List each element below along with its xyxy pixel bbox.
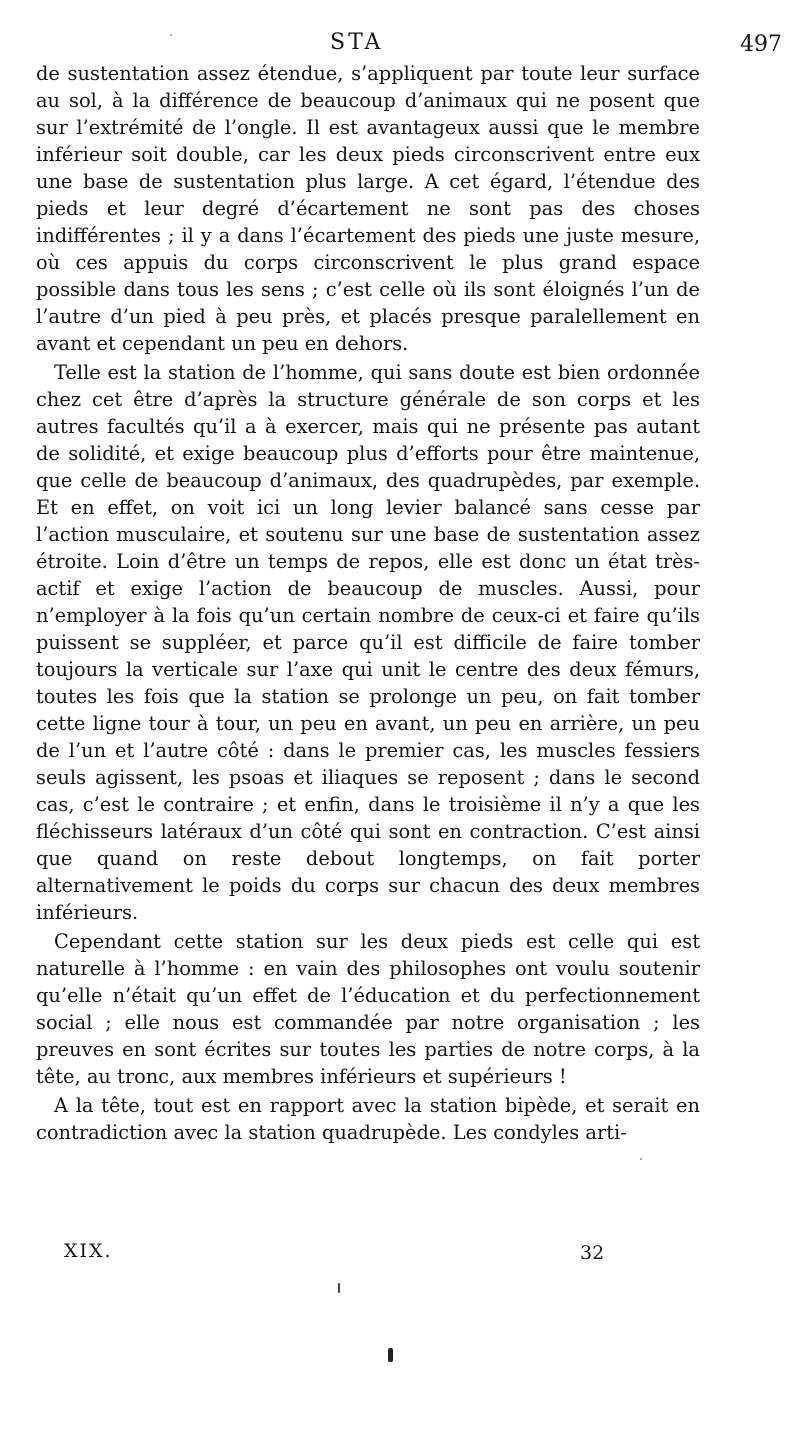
ink-speck — [640, 1158, 642, 1160]
page-footer — [0, 1240, 800, 1270]
ink-speck — [170, 34, 172, 36]
ink-speck — [388, 1348, 393, 1362]
page-number: 497 — [740, 32, 782, 57]
signature-mark: XIX. — [64, 1240, 113, 1262]
paragraph-1: de sustentation assez étendue, s’appliquent par toute leur surface au sol, à la différence de beaucoup d’animaux qui ne posent que sur l’extrémité de l’ongle. Il est avantageux aussi que le membre inférieur soit double, car les deux pieds circonscrivent entre eux une base de sustentation plus large. A cet égard, l’étendue des pieds et leur degré d’écartement ne sont pas des choses indifférentes ; il y a dans l’écartement des pieds une juste mesure, où ces appuis du corps circonscrivent le plus grand espace possible dans tous les sens ; c’est celle où ils sont éloignés l’un de l’autre d’un pied à peu près, et placés presque paralellement en avant et cependant un peu en dehors. — [36, 62, 700, 355]
running-title: STA — [330, 30, 384, 55]
ink-speck — [338, 1283, 340, 1293]
running-head — [0, 30, 800, 60]
paragraph-4: A la tête, tout est en rapport avec la station bipède, et serait en contradiction avec la station quadrupède. Les condyles arti- — [36, 1094, 700, 1144]
paragraph-2: Telle est la station de l’homme, qui sans doute est bien ordonnée chez cet être d’après la structure générale de son corps et les autres facultés qu’il a à exercer, mais qui ne présente pas autant de solidité, et exige beaucoup plus d’efforts pour être maintenue, que celle de beaucoup d’animaux, des quadrupèdes, par exemple. Et en effet, on voit ici un long levier balancé sans cesse par l’action musculaire, et soutenu sur une base de sustentation assez étroite. Loin d’être un temps de repos, elle est donc un état très-actif et exige l’action de beaucoup de muscles. Aussi, pour n’employer à la fois qu’un certain nombre de ceux-ci et faire qu’ils puissent se suppléer, et parce qu’il est difficile de faire tomber toujours la verticale sur l’axe qui unit le centre des deux fémurs, toutes les fois que la station se prolonge un peu, on fait tomber cette ligne tour à tour, un peu en avant, un peu en arrière, un peu de l’un et l’autre côté : dans le premier cas, les muscles fessiers seuls agissent, les psoas et iliaques se reposent ; dans le second cas, c’est le contraire ; et enfin, dans le troisième il n’y a que les fléchisseurs latéraux d’un côté qui sont en contraction. C’est ainsi que quand on reste debout longtemps, on fait porter alternativement le poids du corps sur chacun des deux membres inférieurs. — [36, 361, 700, 924]
sheet-number: 32 — [580, 1242, 605, 1264]
paragraph-3: Cependant cette station sur les deux pieds est celle qui est naturelle à l’homme : en vain des philosophes ont voulu soutenir qu’elle n’était qu’un effet de l’éducation et du perfectionnement social ; elle nous est commandée par notre organisation ; les preuves en sont écrites sur toutes les parties de notre corps, à la tête, au tronc, aux membres inférieurs et supérieurs ! — [36, 930, 700, 1088]
body-text — [36, 60, 700, 1146]
